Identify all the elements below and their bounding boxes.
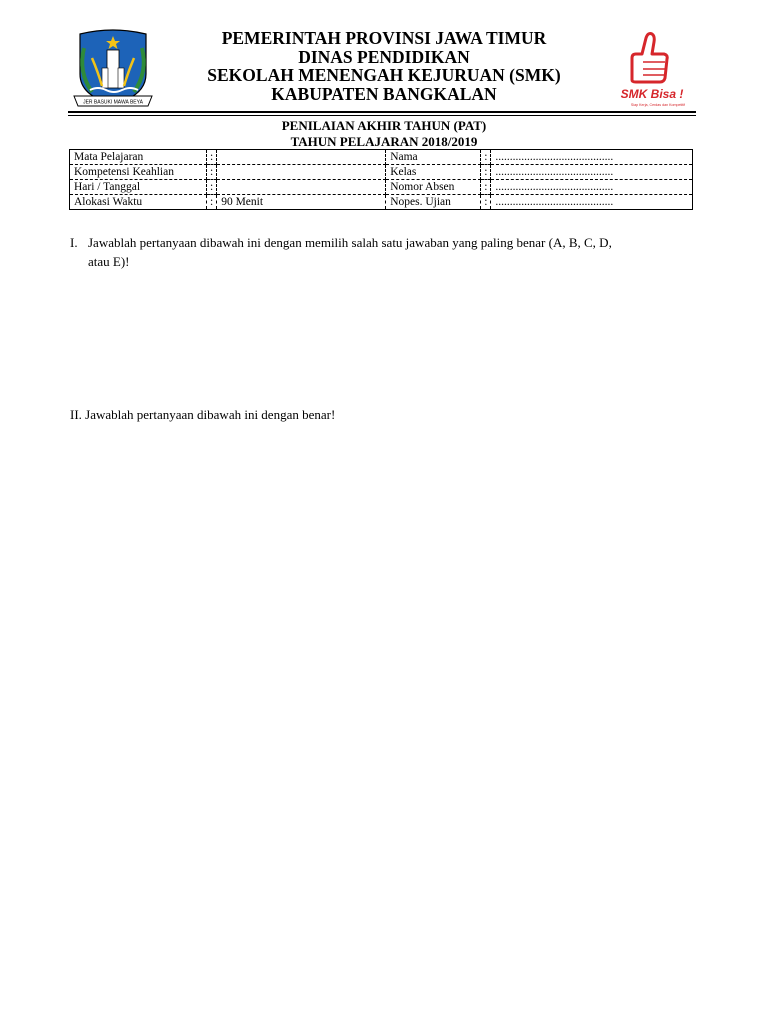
header-line-school: SEKOLAH MENENGAH KEJURUAN (SMK) <box>207 65 561 85</box>
header-line-department: DINAS PENDIDIKAN <box>298 46 470 67</box>
smk-bisa-logo-icon <box>602 28 698 112</box>
header-line-province: PEMERINTAH PROVINSI JAWA TIMUR <box>221 28 547 48</box>
info-table-row <box>70 165 693 180</box>
institution-header <box>160 29 608 103</box>
header-rule-thin <box>68 115 696 116</box>
info-separator: : <box>207 180 217 195</box>
info-label: Mata Pelajaran <box>70 150 207 165</box>
exam-year: TAHUN PELAJARAN 2018/2019 <box>290 134 478 149</box>
info-value-field[interactable] <box>217 165 386 180</box>
info-label: Hari / Tanggal <box>70 180 207 195</box>
info-separator: : <box>207 195 217 210</box>
header-rule-thick <box>68 111 696 113</box>
info-value-field[interactable]: ......................................... <box>491 195 693 210</box>
info-separator: : <box>207 165 217 180</box>
exam-title: PENILAIAN AKHIR TAHUN (PAT) <box>281 118 487 133</box>
info-table-row <box>70 180 693 195</box>
info-separator: : <box>481 165 491 180</box>
info-separator: : <box>207 150 217 165</box>
info-label: Nopes. Ujian <box>386 195 481 210</box>
svg-text:JER BASUKI MAWA BEYA: JER BASUKI MAWA BEYA <box>83 99 143 106</box>
jawa-timur-emblem-icon <box>68 28 158 110</box>
student-info-table <box>69 149 693 210</box>
info-label: Kelas <box>386 165 481 180</box>
info-label: Alokasi Waktu <box>70 195 207 210</box>
exam-title-block <box>160 118 608 150</box>
info-table-row <box>70 150 693 165</box>
smk-bisa-text: SMK Bisa ! <box>620 87 684 101</box>
info-label: Nama <box>386 150 481 165</box>
info-separator: : <box>481 195 491 210</box>
info-value-field[interactable]: ......................................... <box>491 180 693 195</box>
info-value-field[interactable] <box>217 180 386 195</box>
info-label: Kompetensi Keahlian <box>70 165 207 180</box>
section-two-instruction: II. Jawablah pertanyaan dibawah ini dengan benar! <box>70 407 336 422</box>
section-one-text: Jawablah pertanyaan dibawah ini dengan memilih salah satu jawaban yang paling benar (A, B, C, D, <box>88 235 612 250</box>
smk-bisa-tagline: Siap Kerja, Cerdas dan Kompetitif <box>630 103 686 107</box>
info-value-field[interactable] <box>217 150 386 165</box>
info-separator: : <box>481 180 491 195</box>
header-line-regency: KABUPATEN BANGKALAN <box>271 83 497 104</box>
info-value-field[interactable]: 90 Menit <box>217 195 386 210</box>
info-value-field[interactable]: ......................................... <box>491 165 693 180</box>
section-one-text-continued: atau E)! <box>88 254 130 269</box>
section-one-instruction <box>70 233 702 271</box>
info-table-row <box>70 195 693 210</box>
info-value-field[interactable]: ......................................... <box>491 150 693 165</box>
info-label: Nomor Absen <box>386 180 481 195</box>
info-separator: : <box>481 150 491 165</box>
section-one-number: I. <box>70 235 78 250</box>
